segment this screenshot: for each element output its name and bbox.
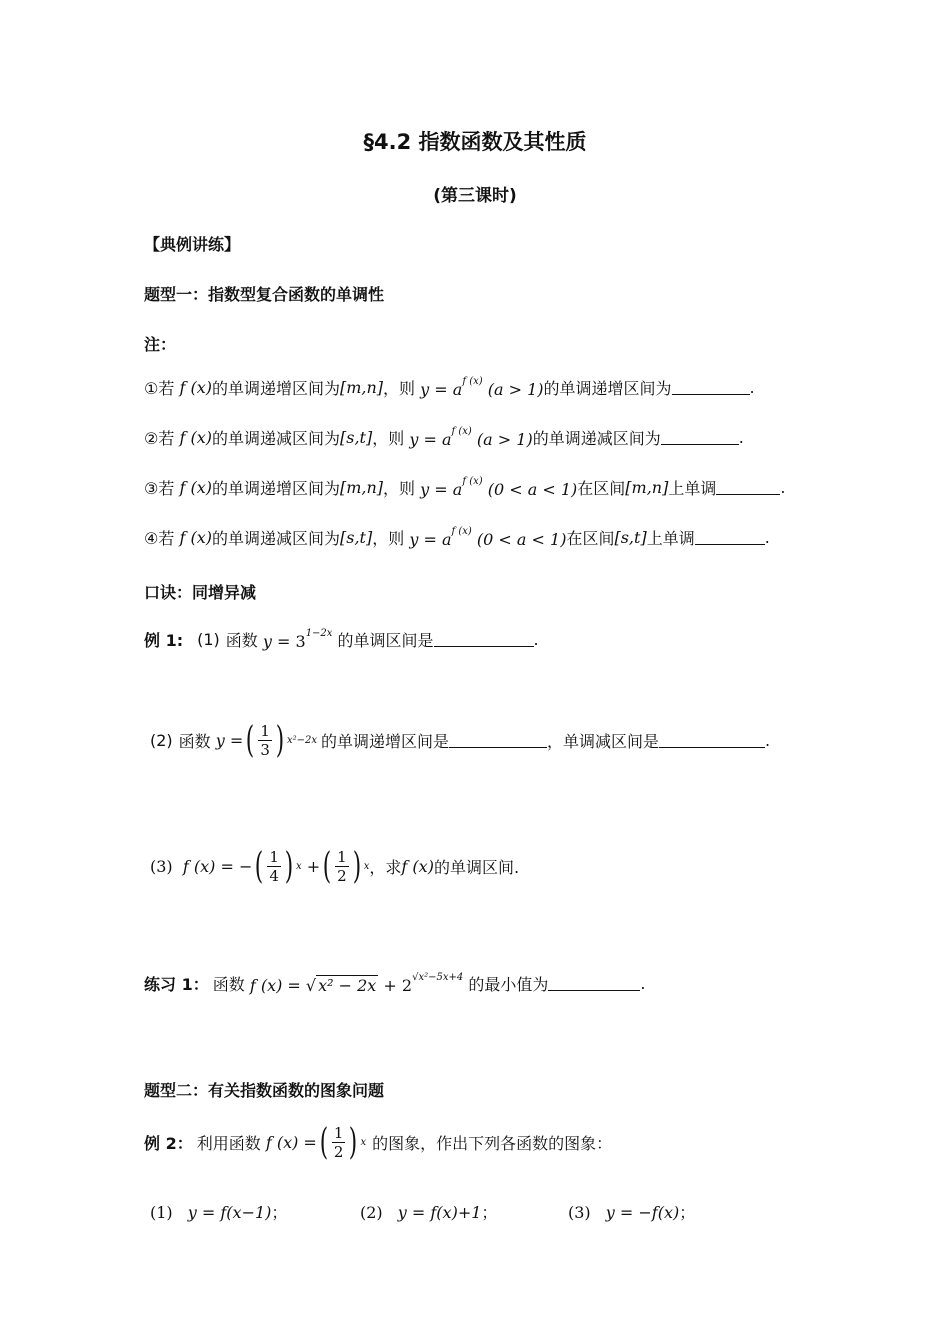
example-1-part-3: (3) f (x) = − ( $\frac{1}{4}$ ) x + ( $\frac{1}{2}$ ) x ，求 f (x) 的单调区间.: [150, 845, 520, 887]
note-text: ，则: [372, 429, 405, 448]
example-2-item-1: [150, 1200, 287, 1223]
note-condition: a > 1: [483, 430, 527, 449]
part-num: (2): [150, 731, 173, 750]
answer-blank[interactable]: [434, 632, 534, 647]
note-text: ，则: [383, 479, 416, 498]
note-text: 的单调递增区间为: [211, 379, 340, 398]
exponent: x²−2x: [286, 735, 317, 746]
note-interval: s,t: [346, 428, 366, 447]
page-title: §4.2 指数函数及其性质: [363, 130, 587, 154]
note-1: ①若 f (x) 的单调递增区间为 [m,n] ，则 $y = a^{f (x)}$ (a > 1) 的单调递增区间为 .: [144, 376, 755, 399]
answer-blank[interactable]: [661, 430, 739, 445]
item-expr: y = f(x)+1: [397, 1203, 482, 1222]
note-interval: s,t: [620, 528, 641, 547]
note-tail: .: [780, 478, 786, 497]
item-tail: ；: [679, 1203, 696, 1222]
part-text: ，单调减区间是: [547, 732, 660, 751]
part-text: 的单调递增区间是: [320, 732, 449, 751]
item-num: (1): [150, 1203, 173, 1222]
note-interval: m,n: [631, 478, 663, 497]
practice-1: 练习 1： 函数 f (x) = √ $x^2 - 2x + 2^{√x^2-5x+4}$ 的最小值为 .: [144, 972, 646, 995]
note-interval: s,t: [346, 528, 366, 547]
example-2: 例 2： 利用函数 f (x) = ( $\frac{1}{2}$ ) x 的图象，作出下列各函数的图象：: [144, 1121, 613, 1163]
section-examples-heading: 【典例讲练】: [144, 235, 241, 254]
note-text: ，则: [383, 379, 416, 398]
note-num: ②若: [144, 429, 175, 448]
answer-blank[interactable]: [716, 480, 780, 495]
note-2: ②若 f (x) 的单调递减区间为 [s,t] ，则 $y = a^{f (x)}$ (a > 1) 的单调递减区间为 .: [144, 426, 744, 449]
item-expr: y = −f(x): [605, 1203, 680, 1222]
note-text: 在区间: [577, 479, 626, 498]
note-num: ③若: [144, 479, 175, 498]
part-text: 函数: [225, 631, 258, 650]
part-text: 利用函数: [196, 1134, 261, 1153]
item-expr: y = f(x−1): [187, 1203, 272, 1222]
exponent: 1−2x: [305, 628, 333, 639]
note-tail: .: [749, 378, 755, 397]
note-text: 在区间: [566, 529, 615, 548]
part-text: 函数: [178, 732, 211, 751]
type2-heading: 题型二：有关指数函数的图象问题: [144, 1081, 385, 1100]
note-interval: m,n: [346, 378, 377, 397]
answer-blank[interactable]: [449, 733, 547, 748]
note-4: ④若 f (x) 的单调递减区间为 [s,t] ，则 $y = a^{f (x)}$ (0 < a < 1) 在区间 [s,t] 上单调 .: [144, 526, 770, 549]
answer-blank[interactable]: [659, 733, 765, 748]
note-condition: 0 < a < 1: [493, 480, 572, 499]
item-tail: ；: [271, 1203, 288, 1222]
note-num: ④若: [144, 529, 175, 548]
answer-blank[interactable]: [672, 380, 750, 395]
example-2-item-2: [360, 1200, 497, 1223]
item-tail: ；: [481, 1203, 498, 1222]
mnemonic: 口诀：同增异减: [144, 583, 257, 602]
example-1-label: 例 1:: [144, 631, 184, 650]
practice-1-label: 练习 1：: [144, 975, 209, 994]
note-text: 上单调: [646, 529, 695, 548]
note-text: 的单调递增区间为: [543, 379, 672, 398]
part-num: (3): [150, 857, 173, 876]
example-2-item-3: [568, 1200, 695, 1223]
note-text: 的单调递增区间为: [211, 479, 340, 498]
note-text: 的单调递减区间为: [532, 429, 661, 448]
answer-blank[interactable]: [695, 530, 765, 545]
note-label: 注：: [144, 335, 177, 354]
part-text: ，求: [369, 858, 402, 877]
note-text: ，则: [372, 529, 405, 548]
part-text: 函数: [212, 975, 245, 994]
type1-heading: 题型一：指数型复合函数的单调性: [144, 285, 385, 304]
note-interval: m,n: [346, 478, 377, 497]
part-text: 的单调区间是: [337, 631, 434, 650]
answer-blank[interactable]: [548, 976, 640, 991]
note-tail: .: [738, 428, 744, 447]
note-condition: a > 1: [493, 380, 538, 399]
item-num: (2): [360, 1203, 383, 1222]
example-1-part-1: 例 1: (1) 函数 $y = 3^{1-2x}$ 的单调区间是 .: [144, 628, 539, 651]
note-3: ③若 f (x) 的单调递增区间为 [m,n] ，则 $y = a^{f (x)}$ (0 < a < 1) 在区间 [m,n] 上单调 .: [144, 476, 786, 499]
note-condition: 0 < a < 1: [483, 530, 561, 549]
note-text: 的单调递减区间为: [211, 429, 340, 448]
page-subtitle: (第三课时): [433, 186, 517, 206]
example-2-label: 例 2：: [144, 1134, 193, 1153]
part-text: 的最小值为: [468, 975, 549, 994]
item-num: (3): [568, 1203, 591, 1222]
part-text: 的图象，作出下列各函数的图象：: [372, 1134, 613, 1153]
example-1-part-2: (2) 函数 y = ( $\frac{1}{3}$ ) x²−2x 的单调递增区间是 ，单调减区间是 .: [150, 719, 771, 761]
part-num: (1): [197, 630, 220, 649]
note-text: 的单调递减区间为: [211, 529, 340, 548]
part-text: 的单调区间.: [433, 858, 520, 877]
note-num: ①若: [144, 379, 175, 398]
note-text: 上单调: [668, 479, 717, 498]
note-tail: .: [764, 528, 770, 547]
